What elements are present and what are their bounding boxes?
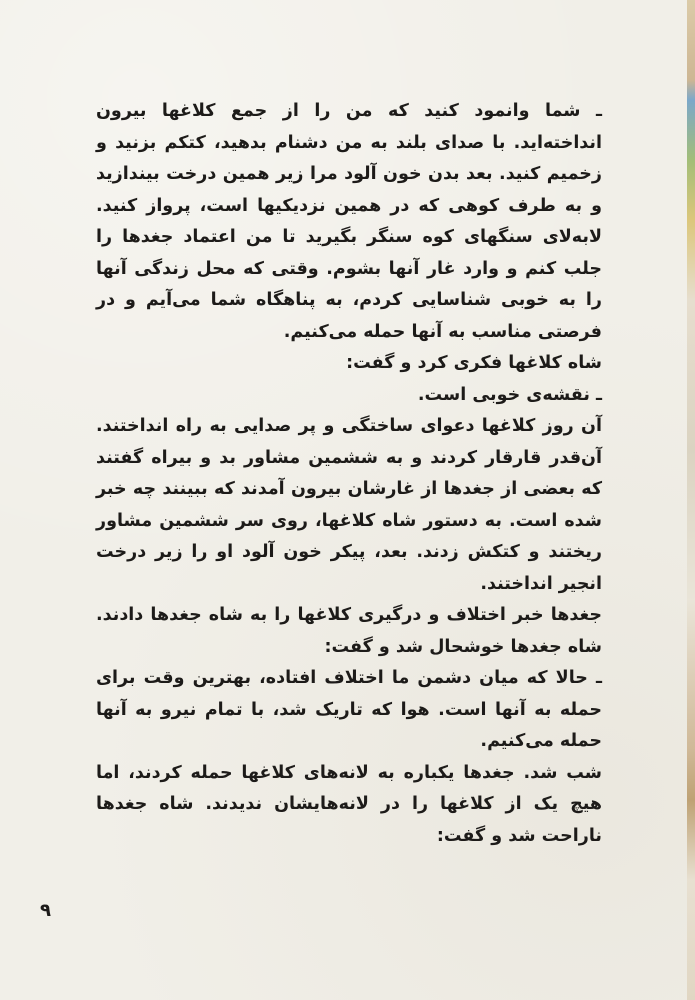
paragraph-1: ـ شما وانمود کنید که من را از جمع کلاغها بیرون انداخته‌اید. با صدای بلند به من دشنام بدهید، کتکم بزنید و زخمیم کنید. بعد بدن خون آلود مرا زیر همین درخت بیندازید و به طرف کوهی که در همین نزدیکیها است، پرواز کنید. لابه‌لای سنگهای کوه سنگر بگیرید تا من اعتماد جغدها را جلب کنم و وارد غار آنها بشوم. وقتی که محل زندگی آنها را به خوبی شناسایی کردم، به پناهگاه شما می‌آیم و در فرصتی مناسب به آنها حمله می‌کنیم. bbox=[96, 101, 602, 342]
paragraph-7: شب شد. جغدها یکباره به لانه‌های کلاغها حمله کردند، اما هیچ یک از کلاغها را در لانه‌هایشان ندیدند. شاه جغدها ناراحت شد و گفت: bbox=[96, 762, 602, 846]
story-text bbox=[96, 96, 602, 852]
paragraph-4: آن روز کلاغها دعوای ساختگی و پر صدایی به راه انداختند. آن‌قدر قارقار کردند و به ششمین مشاور بد و بیراه گفتند که بعضی از جغدها از غارشان بیرون آمدند که ببینند چه خبر شده است. به دستور شاه کلاغها، روی سر ششمین مشاور ریختند و کتکش زدند. بعد، پیکر خون آلود او را زیر درخت انجیر انداختند. bbox=[96, 416, 602, 594]
page-number: ۹ bbox=[40, 900, 51, 921]
paragraph-2: شاه کلاغها فکری کرد و گفت: bbox=[346, 353, 602, 373]
page-edge-strip bbox=[687, 0, 695, 1000]
paragraph-6: ـ حالا که میان دشمن ما اختلاف افتاده، بهترین وقت برای حمله به آنها است. هوا که تاریک شد، با تمام نیرو به آنها حمله می‌کنیم. bbox=[96, 668, 602, 751]
paragraph-3: ـ نقشه‌ی خوبی است. bbox=[417, 384, 602, 405]
paragraph-5: جغدها خبر اختلاف و درگیری کلاغها را به شاه جغدها دادند. شاه جغدها خوشحال شد و گفت: bbox=[96, 605, 602, 657]
